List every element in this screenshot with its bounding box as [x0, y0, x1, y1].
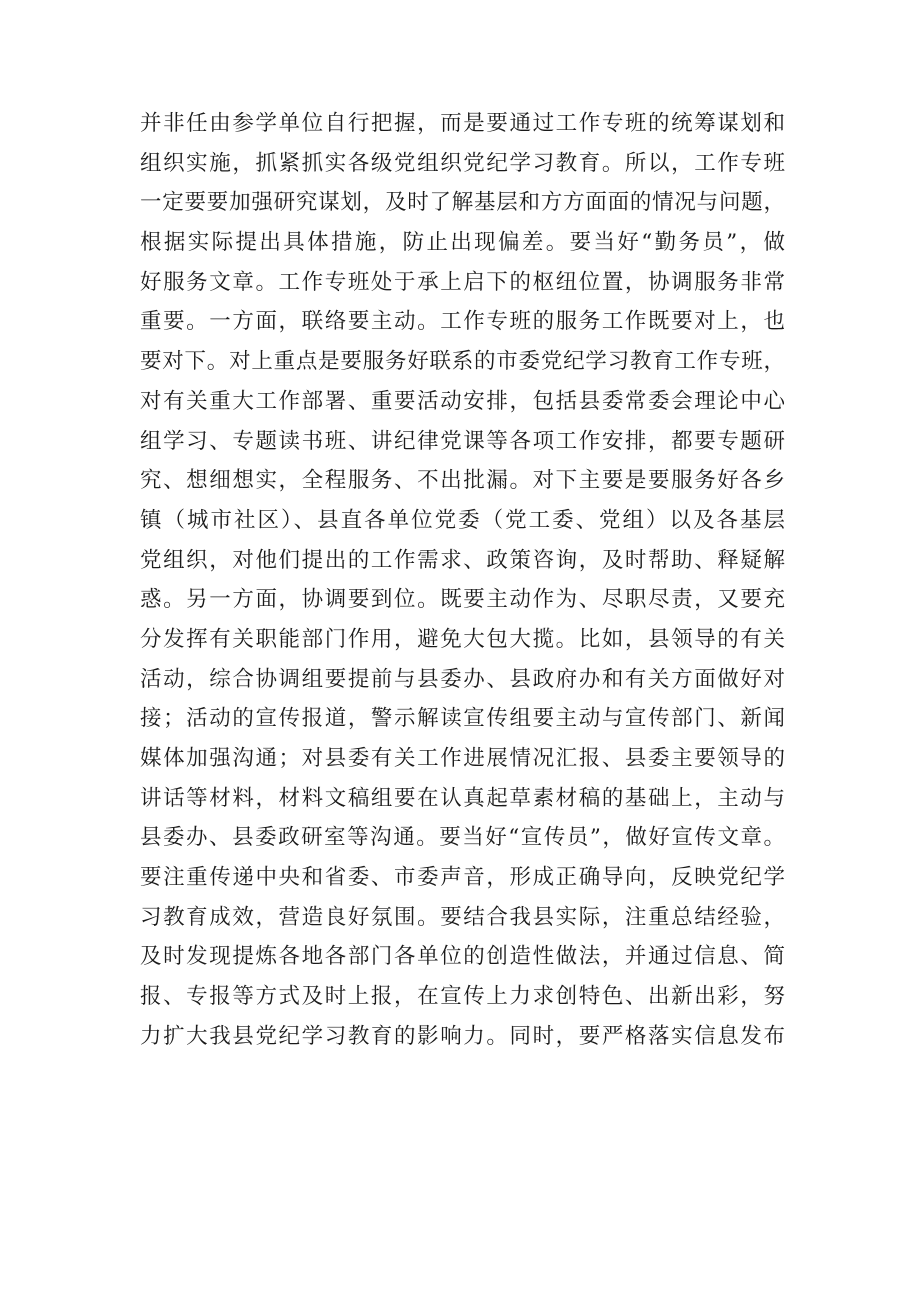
text-line-20: 要注重传递中央和省委、市委声音，形成正确导向，反映党纪学 — [140, 865, 785, 891]
text-line-6: 重要。一方面，联络要主动。工作专班的服务工作既要对上，也 — [140, 309, 785, 335]
text-line-13: 惑。另一方面，协调要到位。既要主动作为、尽职尽责，又要充 — [140, 587, 785, 613]
text-line-10: 究、想细想实，全程服务、不出批漏。对下主要是要服务好各乡 — [140, 468, 785, 494]
text-line-15: 活动，综合协调组要提前与县委办、县政府办和有关方面做好对 — [140, 666, 785, 692]
text-line-11: 镇（城市社区）、县直各单位党委（党工委、党组）以及各基层 — [140, 507, 785, 533]
body-paragraph — [140, 104, 785, 1057]
text-line-7: 要对下。对上重点是要服务好联系的市委党纪学习教育工作专班， — [140, 349, 785, 375]
text-line-4: 根据实际提出具体措施，防止出现偏差。要当好“勤务员”，做 — [140, 230, 785, 256]
text-line-8: 对有关重大工作部署、重要活动安排，包括县委常委会理论中心 — [140, 388, 785, 414]
text-line-9: 组学习、专题读书班、讲纪律党课等各项工作安排，都要专题研 — [140, 428, 785, 454]
text-line-2: 组织实施，抓紧抓实各级党组织党纪学习教育。所以，工作专班 — [140, 150, 785, 176]
text-line-17: 媒体加强沟通；对县委有关工作进展情况汇报、县委主要领导的 — [140, 746, 785, 771]
text-line-12: 党组织，对他们提出的工作需求、政策咨询，及时帮助、释疑解 — [140, 547, 785, 573]
text-line-16: 接；活动的宣传报道，警示解读宣传组要主动与宣传部门、新闻 — [140, 706, 785, 732]
text-line-21: 习教育成效，营造良好氛围。要结合我县实际，注重总结经验， — [140, 904, 785, 930]
text-line-1: 并非任由参学单位自行把握，而是要通过工作专班的统筹谋划和 — [140, 111, 785, 136]
text-line-18: 讲话等材料，材料文稿组要在认真起草素材稿的基础上，主动与 — [140, 785, 785, 811]
text-line-3: 一定要要加强研究谋划，及时了解基层和方方面面的情况与问题， — [140, 190, 785, 216]
text-line-23: 报、专报等方式及时上报，在宣传上力求创特色、出新出彩，努 — [140, 984, 785, 1010]
text-line-24: 力扩大我县党纪学习教育的影响力。同时，要严格落实信息发布 — [140, 1023, 785, 1049]
text-line-22: 及时发现提炼各地各部门各单位的创造性做法，并通过信息、简 — [140, 944, 785, 970]
text-line-19: 县委办、县委政研室等沟通。要当好“宣传员”，做好宣传文章。 — [140, 825, 785, 851]
text-line-14: 分发挥有关职能部门作用，避免大包大揽。比如，县领导的有关 — [140, 626, 785, 652]
text-line-5: 好服务文章。工作专班处于承上启下的枢纽位置，协调服务非常 — [140, 269, 785, 295]
